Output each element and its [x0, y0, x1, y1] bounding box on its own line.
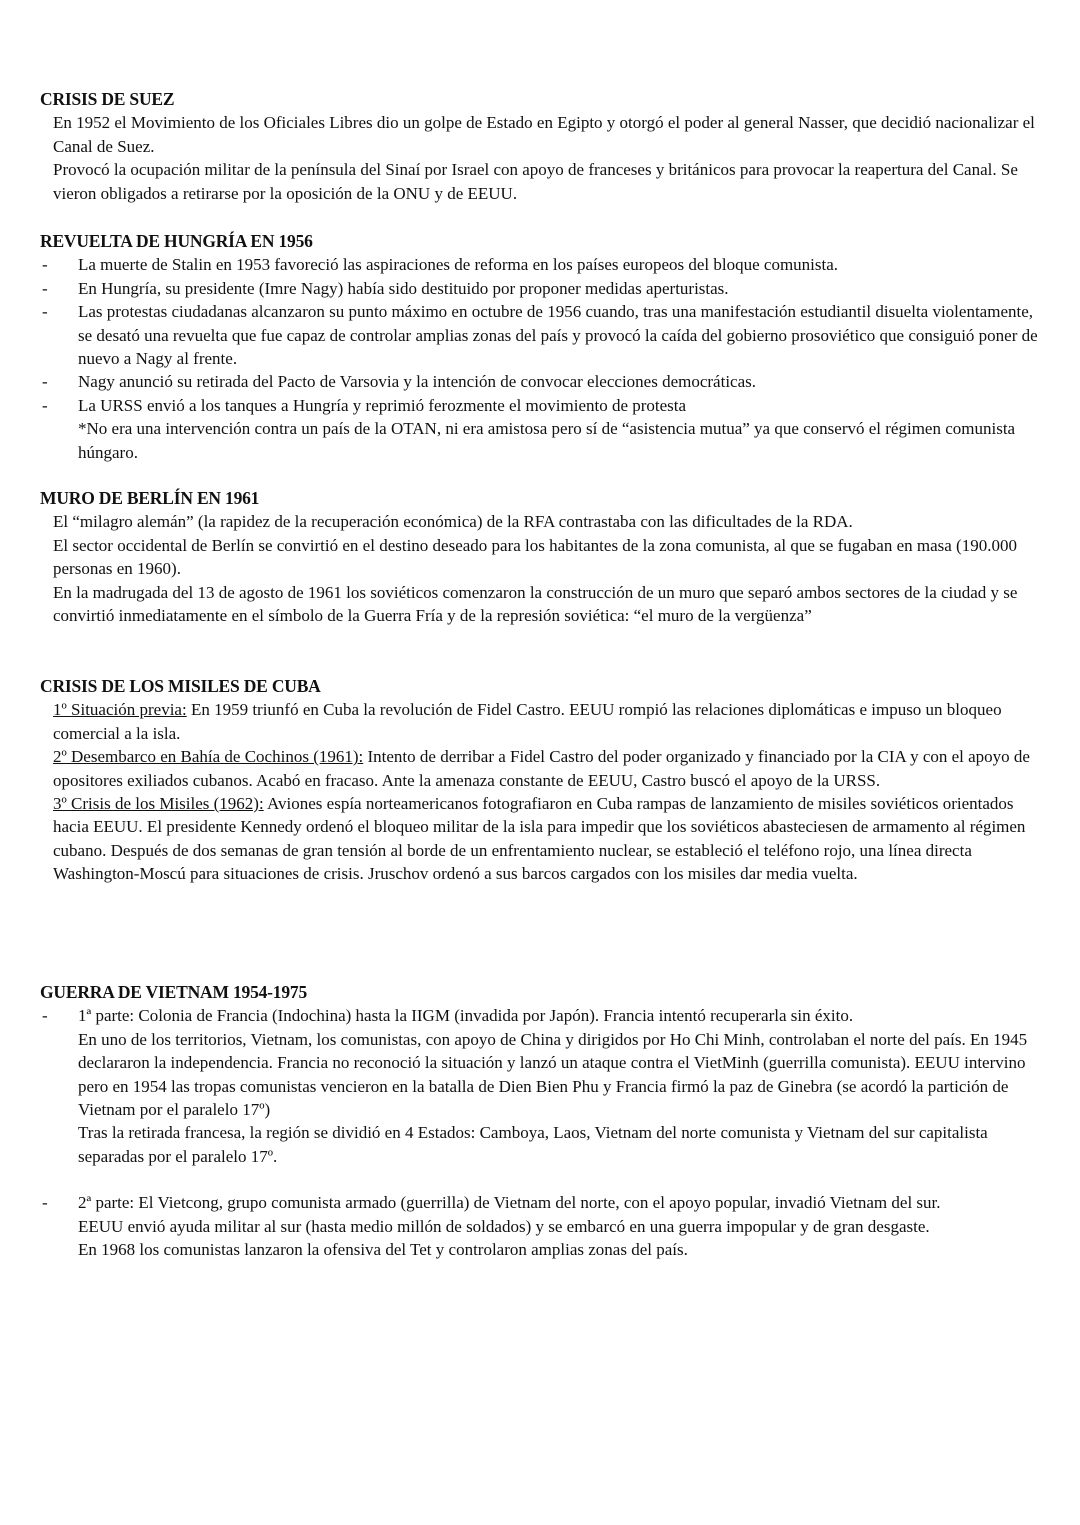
- footnote: *No era una intervención contra un país de la OTAN, ni era amistosa pero sí de “asistencia mutua” ya que conservó el régimen comunista húngaro.: [78, 419, 1016, 462]
- paragraph: En la madrugada del 13 de agosto de 1961 los soviéticos comenzaron la construcción de un muro que separó ambos sectores de la ciudad y se convirtió inmediatamente en el símbolo de la Guerra Fría y de la represión soviética: “el muro de la vergüenza”: [53, 582, 1018, 626]
- list-item: - La URSS envió a los tanques a Hungría y reprimió ferozmente el movimiento de protesta: [40, 394, 1040, 417]
- paragraph: El sector occidental de Berlín se convirtió en el destino deseado para los habitantes de la zona comunista, al que se fugaban en masa (190.000 personas en 1960).: [53, 535, 1017, 579]
- dash-bullet: -: [42, 372, 48, 392]
- list-item: [40, 1191, 1040, 1261]
- bullet-list: [40, 253, 1040, 417]
- dash-bullet: -: [42, 278, 48, 298]
- step-title: 3º Crisis de los Misiles (1962):: [53, 794, 264, 814]
- paragraph: 3º Crisis de los Misiles (1962): Aviones espía norteamericanos fotografiaron en Cuba rampas de lanzamiento de misiles soviéticos orientados hacia EEUU. El presidente Kennedy ordenó el bloqueo militar de la isla para impedir que los soviéticos abasteciesen de armamento al régimen cubano. Después de dos semanas de gran tensión al borde de un enfrentamiento nuclear, se estableció el teléfono rojo, una línea directa Washington-Moscú para situaciones de crisis. Jruschov ordenó a sus barcos cargados con los misiles dar media vuelta.: [53, 794, 1026, 884]
- section-hungria: [40, 230, 1040, 464]
- paragraph: Tras la retirada francesa, la región se dividió en 4 Estados: Camboya, Laos, Vietnam del norte comunista y Vietnam del sur capitalista separadas por el paralelo 17º.: [78, 1123, 988, 1166]
- step-title: 2º Desembarco en Bahía de Cochinos (1961):: [53, 747, 364, 767]
- dash-bullet: -: [42, 255, 48, 275]
- heading-cuba: CRISIS DE LOS MISILES DE CUBA: [40, 676, 321, 696]
- paragraph: EEUU envió ayuda militar al sur (hasta medio millón de soldados) y se embarcó en una guerra impopular y de gran desgaste.: [78, 1216, 930, 1236]
- list-item: - Las protestas ciudadanas alcanzaron su punto máximo en octubre de 1956 cuando, tras una manifestación estudiantil disuelta violentamente, se desató una revuelta que fue capaz de controlar amplias zonas del país y provocó la caída del gobierno prosoviético que consiguió poner de nuevo a Nagy al frente.: [42, 302, 1038, 369]
- paragraph: En uno de los territorios, Vietnam, los comunistas, con apoyo de China y dirigidos por Ho Chi Minh, controlaban el norte del país. En 1945 declararon la independencia. Francia no reconoció la situación y lanzó un ataque contra el VietMinh (guerrilla comunista). EEUU intervino pero en 1954 las tropas comunistas vencieron en la batalla de Dien Bien Phu y Francia firmó la paz de Ginebra (se acordó la partición de Vietnam por el paralelo 17º): [78, 1029, 1028, 1120]
- spacer: [40, 1168, 1040, 1191]
- paragraph: El “milagro alemán” (la rapidez de la recuperación económica) de la RFA contrastaba con las dificultades de la RDA.: [53, 512, 853, 532]
- paragraph: En 1952 el Movimiento de los Oficiales Libres dio un golpe de Estado en Egipto y otorgó el poder al general Nasser, que decidió nacionalizar el Canal de Suez.: [53, 113, 1035, 156]
- paragraph: Provocó la ocupación militar de la península del Sinaí por Israel con apoyo de franceses y británicos para provocar la reapertura del Canal. Se vieron obligados a retirarse por la oposición de la ONU y de EEUU.: [53, 160, 1018, 203]
- paragraph: En 1968 los comunistas lanzaron la ofensiva del Tet y controlaron amplias zonas del país.: [78, 1240, 688, 1260]
- paragraph: 1ª parte: Colonia de Francia (Indochina) hasta la IIGM (invadida por Japón). Francia intentó recuperarla sin éxito.: [78, 1006, 854, 1026]
- paragraph: 2ª parte: El Vietcong, grupo comunista armado (guerrilla) de Vietnam del norte, con el apoyo popular, invadió Vietnam del sur.: [78, 1193, 941, 1213]
- list-item: [40, 1004, 1040, 1168]
- heading-hungria: REVUELTA DE HUNGRÍA EN 1956: [40, 231, 313, 251]
- paragraph: 2º Desembarco en Bahía de Cochinos (1961): Intento de derribar a Fidel Castro del poder organizado y financiado por la CIA y con el apoyo de opositores exiliados cubanos. Acabó en fracaso. Ante la amenaza constante de EEUU, Castro buscó el apoyo de la URSS.: [53, 747, 1030, 790]
- list-item: - En Hungría, su presidente (Imre Nagy) había sido destituido por proponer medidas aperturistas.: [40, 277, 1040, 300]
- dash-bullet: -: [42, 1193, 48, 1213]
- paragraph: 1º Situación previa: En 1959 triunfó en Cuba la revolución de Fidel Castro. EEUU rompió las relaciones diplomáticas e impuso un bloqueo comercial a la isla.: [53, 700, 1002, 743]
- dash-bullet: -: [42, 302, 48, 322]
- heading-vietnam: GUERRA DE VIETNAM 1954-1975: [40, 982, 308, 1002]
- dash-bullet: -: [42, 1006, 48, 1026]
- step-title: 1º Situación previa:: [53, 700, 187, 720]
- section-cuba: [40, 675, 1040, 886]
- section-berlin: [40, 487, 1040, 627]
- bullet-list: [40, 1004, 1040, 1261]
- section-suez: [40, 88, 1040, 205]
- list-item: - La muerte de Stalin en 1953 favoreció las aspiraciones de reforma en los países europeos del bloque comunista.: [40, 253, 1040, 276]
- list-item: - Nagy anunció su retirada del Pacto de Varsovia y la intención de convocar elecciones democráticas.: [40, 370, 1040, 393]
- dash-bullet: -: [42, 395, 48, 415]
- section-vietnam: [40, 981, 1040, 1261]
- heading-berlin: MURO DE BERLÍN EN 1961: [40, 488, 260, 508]
- heading-suez: CRISIS DE SUEZ: [40, 89, 175, 109]
